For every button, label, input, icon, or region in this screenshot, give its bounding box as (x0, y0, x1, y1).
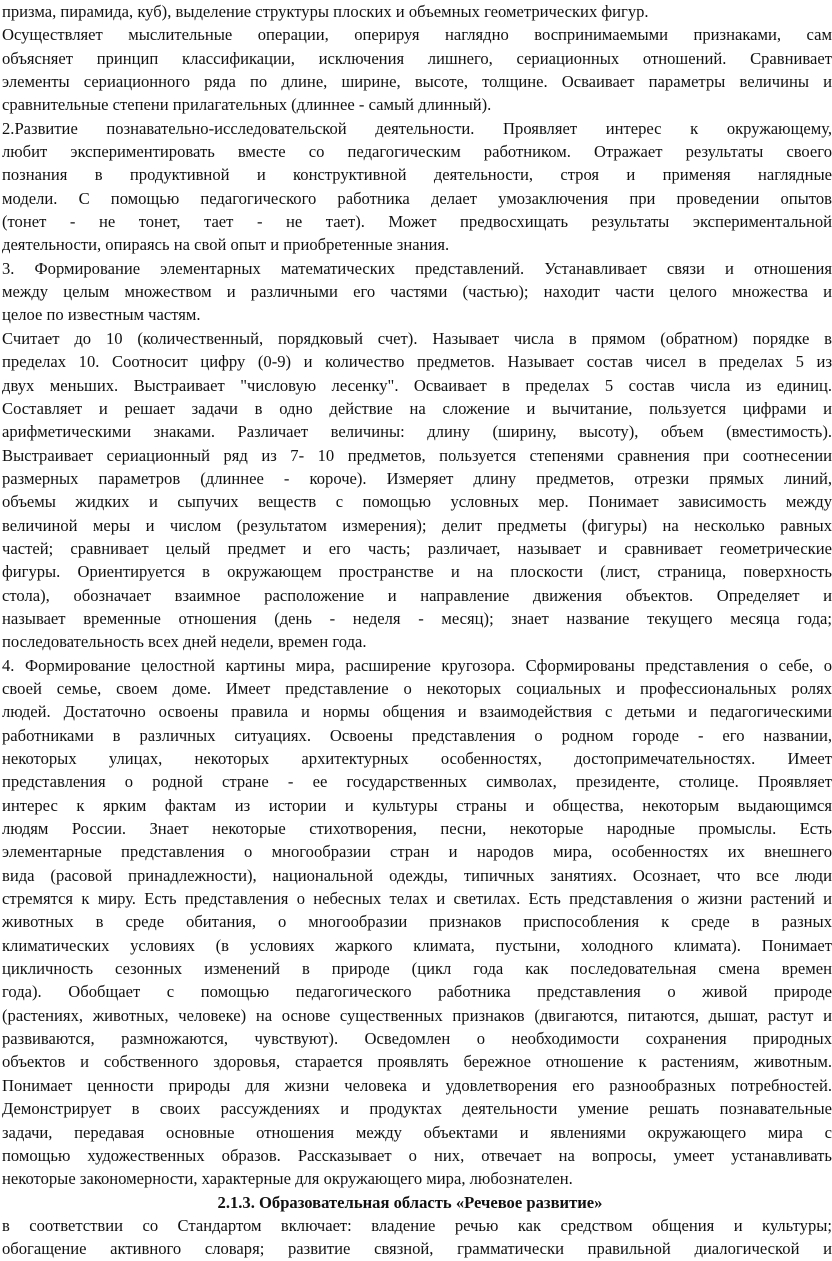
text-line: 4. Формирование целостной картины мира, расширение кругозора. Сформированы представления о себе, о (2, 655, 832, 675)
text-line: стремятся к миру. Есть представления о небесных телах и светилах. Есть представления о жизни растений и (2, 889, 832, 909)
text-line: сравнительные степени прилагательных (длиннее - самый длинный). (2, 95, 492, 115)
text-line: фигуры. Ориентируется в окружающем пространстве и на плоскости (лист, страница, поверхность (2, 562, 832, 582)
text-line: величиной меры и числом (результатом измерения); делит предметы (фигуры) на несколько равных (2, 515, 832, 535)
text-line: (растениях, животных, человеке) на основе существенных признаков (двигаются, питаются, дышат, растут и (2, 1005, 832, 1025)
text-line: арифметическими знаками. Различает величины: длину (ширину, высоту), объем (вместимость). (2, 422, 832, 442)
text-line: модели. С помощью педагогического работника делает умозаключения при проведении опытов (2, 188, 832, 208)
text-line: Считает до 10 (количественный, порядковый счет). Называет числа в прямом (обратном) порядке в (2, 328, 832, 348)
text-line: Выстраивает сериационный ряд из 7- 10 предметов, пользуется степенями сравнения при соотнесении (2, 445, 832, 465)
text-line: 3. Формирование элементарных математических представлений. Устанавливает связи и отношения (2, 258, 832, 278)
text-line: представления о родной стране - ее государственных символах, президенте, столице. Проявляет (2, 772, 832, 792)
text-line: частей; сравнивает целый предмет и его часть; различает, называет и сравнивает геометрические (2, 538, 832, 558)
body-text (2, 0, 832, 1191)
section-intro-text (2, 1214, 832, 1261)
text-line: стола), обозначает взаимное расположение и направление движения объектов. Определяет и (2, 585, 832, 605)
text-line: элементы сериационного ряда по длине, ширине, высоте, толщине. Осваивает параметры величины и (2, 72, 832, 92)
text-line: работниками в различных ситуациях. Освоены представления о родном городе - его названии, (2, 725, 832, 745)
text-line: Демонстрирует в своих рассуждениях и продуктах деятельности умение решать познавательные (2, 1099, 832, 1119)
text-line: людей. Достаточно освоены правила и нормы общения и взаимодействия с детьми и педагогическими (2, 702, 832, 722)
text-line: познания в продуктивной и конструктивной деятельности, строя и применяя наглядные (2, 165, 832, 185)
text-line: деятельности, опираясь на свой опыт и приобретенные знания. (2, 235, 450, 255)
text-line: года). Обобщает с помощью педагогического работника представления о живой природе (2, 982, 832, 1002)
text-line: 2.Развитие познавательно-исследовательской деятельности. Проявляет интерес к окружающему, (2, 118, 832, 138)
text-line: некоторые закономерности, характерные для окружающего мира, любознателен. (2, 1169, 573, 1189)
text-line: последовательность всех дней недели, времен года. (2, 632, 367, 652)
text-line: Осуществляет мыслительные операции, оперируя наглядно воспринимаемыми признаками, сам (2, 25, 832, 45)
text-line: элементарные представления о многообразии стран и народов мира, особенностях их внешнего (2, 842, 832, 862)
text-line: обогащение активного словаря; развитие связной, грамматически правильной диалогической и (2, 1239, 832, 1259)
text-line: цикличность сезонных изменений в природе (цикл года как последовательная смена времен (2, 959, 832, 979)
text-line: в соответствии со Стандартом включает: владение речью как средством общения и культуры; (2, 1215, 832, 1235)
text-line: призма, пирамида, куб), выделение структуры плоских и объемных геометрических фигур. (2, 2, 649, 21)
text-line: помощью художественных образов. Рассказывает о них, отвечает на вопросы, умеет устанавливать (2, 1145, 832, 1165)
text-line: Составляет и решает задачи в одно действие на сложение и вычитание, пользуется цифрами и (2, 398, 832, 418)
text-line: климатических условиях (в условиях жаркого климата, пустыни, холодного климата). Понимает (2, 935, 832, 955)
text-line: животных в среде обитания, о многообразии признаков приспособления к среде в разных (2, 912, 832, 932)
text-line: объемы жидких и сыпучих веществ с помощью условных мер. Понимает зависимость между (2, 492, 832, 512)
text-line: целое по известным частям. (2, 305, 201, 325)
text-line: (тонет - не тонет, тает - не тает). Может предвосхищать результаты экспериментальной (2, 212, 832, 232)
text-line: называет временные отношения (день - неделя - месяц); знает название текущего месяца года; (2, 608, 832, 628)
text-line: интерес к ярким фактам из истории и культуры страны и общества, некоторым выдающимся (2, 795, 832, 815)
text-line: людям России. Знает некоторые стихотворения, песни, некоторые народные промыслы. Есть (2, 819, 832, 839)
text-line: объектов и собственного здоровья, старается проявлять бережное отношение к растениям, животным. (2, 1052, 832, 1072)
text-line: некоторых улицах, некоторых архитектурных особенностях, достопримечательностях. Имеет (2, 749, 832, 768)
text-line: между целым множеством и различными его частями (частью); находит части целого множества и (2, 282, 832, 302)
text-line: развиваются, размножаются, чувствуют). Осведомлен о необходимости сохранения природных (2, 1029, 832, 1049)
document-body (2, 0, 832, 1261)
text-line: объясняет принцип классификации, исключения лишнего, сериационных отношений. Сравнивает (2, 48, 832, 68)
text-line: двух меньших. Выстраивает "числовую лесенку". Осваивает в пределах 5 состав числа из единиц. (2, 375, 832, 395)
section-heading: 2.1.3. Образовательная область «Речевое развитие» (217, 1192, 603, 1212)
text-line: своей семье, своем доме. Имеет представление о некоторых социальных и профессиональных ролях (2, 678, 832, 698)
text-line: задачи, передавая основные отношения между объектами и явлениями окружающего мира с (2, 1122, 832, 1142)
text-line: любит экспериментировать вместе со педагогическим работником. Отражает результаты своего (2, 142, 832, 162)
text-line: Понимает ценности природы для жизни человека и удовлетворения его разнообразных потребностей. (2, 1075, 832, 1095)
text-line: размерных параметров (длиннее - короче). Измеряет длину предметов, отрезки прямых линий, (2, 468, 832, 488)
text-line: вида (расовой принадлежности), национальной одежды, типичных занятиях. Осознает, что все люди (2, 865, 832, 885)
text-line: пределах 10. Соотносит цифру (0-9) и количество предметов. Называет состав чисел в пределах 5 из (2, 352, 832, 372)
